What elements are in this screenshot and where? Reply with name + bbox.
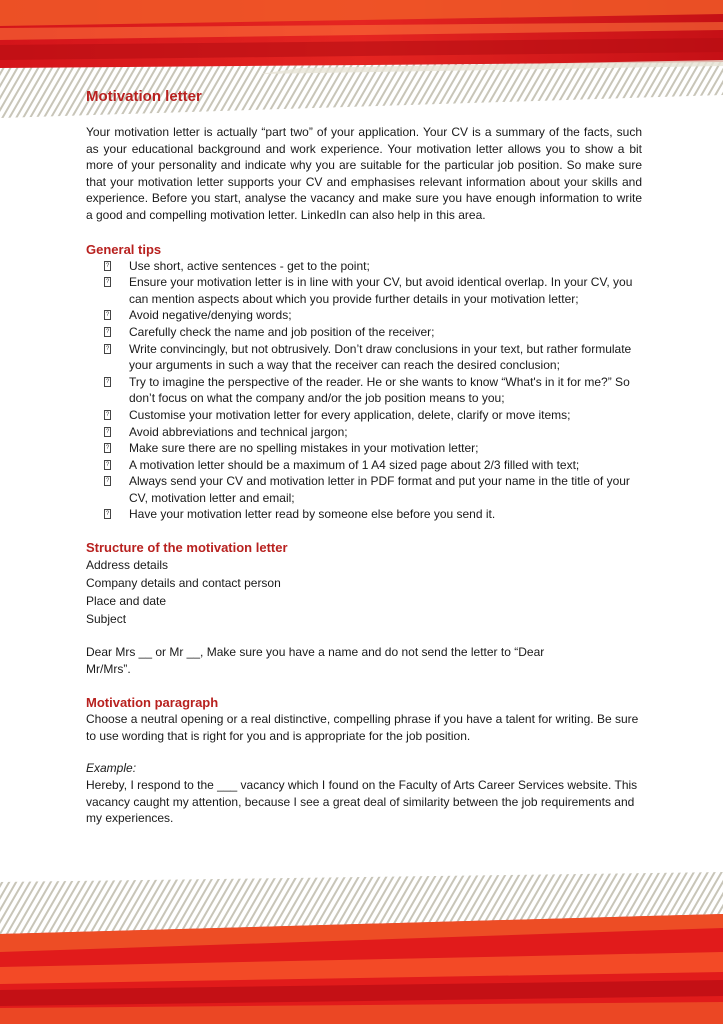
intro-paragraph: Your motivation letter is actually “part two” of your application. Your CV is a summary of the facts, such as your educational background and work experience. Your motivation letter allows you to show a bit more of your personality and indicate why you are suitable for the particular job position. So make sure that your motivation letter supports your CV and emphasises relevant information about your skills and experience. Before you start, analyse the vacancy and make sure you have enough information to write a good and compelling motivation letter. LinkedIn can also help in this area. <box>86 125 642 222</box>
bullet-icon: ? <box>105 328 110 335</box>
list-item: ? Make sure there are no spelling mistakes in your motivation letter; <box>105 441 479 456</box>
structure-heading: Structure of the motivation letter <box>86 540 288 556</box>
bullet-icon: ? <box>105 312 110 319</box>
bullet-icon: ? <box>105 345 110 352</box>
bullet-icon: ? <box>105 279 110 286</box>
structure-line: Subject <box>86 612 127 627</box>
list-item: ? A motivation letter should be a maximum of 1 A4 sized page about 2/3 filled with text; <box>105 457 580 472</box>
list-item: ? Ensure your motivation letter is in line with your CV, but avoid identical overlap. In your CV, you can mention aspects about which you provide further details in your motivation letter; <box>105 275 633 306</box>
bottom-banner <box>0 872 723 1024</box>
bullet-icon: ? <box>105 478 110 485</box>
structure-line: Place and date <box>86 594 167 609</box>
bullet-icon: ? <box>105 445 110 452</box>
structure-line: Company details and contact person <box>86 576 281 591</box>
structure-lines <box>86 556 642 628</box>
motivation-paragraph-heading: Motivation paragraph <box>86 695 219 711</box>
bullet-icon: ? <box>105 461 110 468</box>
list-item: ? Write convincingly, but not obtrusively. Don’t draw conclusions in your text, but rather formulate your arguments in such a way that the receiver can reach the desired conclusion; <box>105 341 632 373</box>
list-item: ? Carefully check the name and job position of the receiver; <box>105 324 435 339</box>
bullet-icon: ? <box>105 511 110 518</box>
motivation-paragraph-text: Choose a neutral opening or a real distinctive, compelling phrase if you have a talent for writing. Be sure to use wording that is right for you and is appropriate for the job position. <box>86 712 639 743</box>
general-tips-heading: General tips <box>86 241 162 257</box>
list-item: ? Always send your CV and motivation letter in PDF format and put your name in the title of your CV, motivation letter and email; <box>105 474 630 505</box>
example-text: Hereby, I respond to the ___ vacancy which I found on the Faculty of Arts Career Services website. This vacancy caught my attention, because I see a great deal of similarity between the job requirements and my experiences. <box>86 778 638 826</box>
list-item: ? Use short, active sentences - get to the point; <box>105 258 370 273</box>
example-label: Example: <box>86 761 137 776</box>
bullet-icon: ? <box>105 411 110 418</box>
list-item: ? Customise your motivation letter for every application, delete, clarify or move items; <box>105 407 571 422</box>
list-item: ? Try to imagine the perspective of the reader. He or she wants to know “What's in it for me?” So don’t focus on what the company and/or the job position means to you; <box>105 374 630 406</box>
general-tips-list <box>86 258 642 524</box>
list-item: ? Have your motivation letter read by someone else before you send it. <box>105 507 496 522</box>
document-body <box>86 88 642 827</box>
bullet-icon: ? <box>105 378 110 385</box>
structure-line: Address details <box>86 558 169 573</box>
bullet-icon: ? <box>105 428 110 435</box>
list-item: ? Avoid abbreviations and technical jargon; <box>105 424 348 439</box>
salutation-text: Dear Mrs __ or Mr __, Make sure you have a name and do not send the letter to “Dear Mr/Mrs”. <box>86 645 545 676</box>
bullet-icon: ? <box>105 262 110 269</box>
list-item: ? Avoid negative/denying words; <box>105 308 292 323</box>
page-title: Motivation letter <box>86 88 202 105</box>
